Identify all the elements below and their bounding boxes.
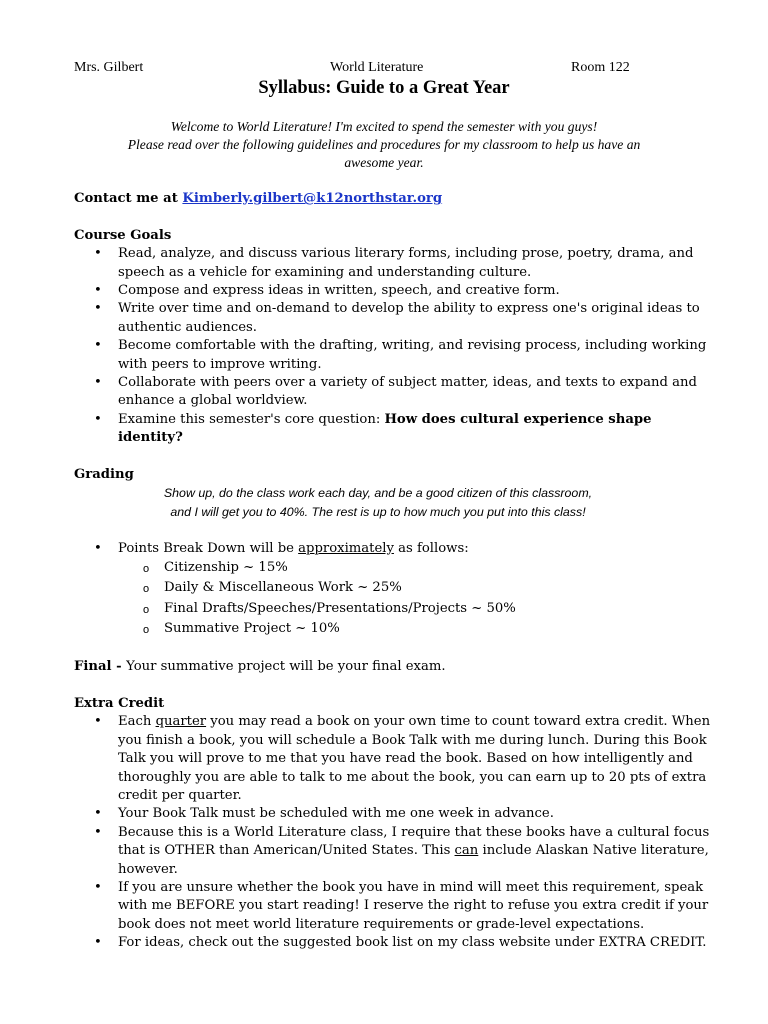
bullet-icon: •: [94, 283, 102, 299]
document-title: Syllabus: Guide to a Great Year: [258, 78, 510, 98]
grading-heading: Grading: [74, 467, 134, 483]
final-line: Final - Your summative project will be your final exam.: [74, 659, 446, 675]
bullet-icon: •: [94, 806, 102, 822]
room-number: Room 122: [571, 60, 630, 75]
bullet-icon: •: [94, 540, 102, 556]
list-item: o Daily & Miscellaneous Work ~ 25%: [74, 578, 714, 598]
contact-label: Contact me at: [74, 191, 183, 206]
extra-credit-list: [74, 713, 714, 952]
email-link[interactable]: Kimberly.gilbert@k12northstar.org: [182, 191, 443, 206]
teacher-name: Mrs. Gilbert: [74, 60, 144, 75]
bullet-icon: •: [94, 338, 102, 354]
final-label: Final -: [74, 659, 127, 675]
extra-credit-heading: Extra Credit: [74, 695, 165, 711]
syllabus-content: [74, 190, 714, 953]
welcome-line-3: awesome year.: [344, 155, 424, 170]
welcome-line-1: Welcome to World Literature! I'm excited to spend the semester with you guys!: [170, 119, 598, 134]
bullet-icon: •: [94, 301, 102, 317]
course-name: World Literature: [330, 60, 424, 75]
list-item: o Summative Project ~ 10%: [74, 619, 714, 639]
list-item: • Your Book Talk must be scheduled with me one week in advance.: [74, 805, 714, 823]
bullet-icon: •: [94, 714, 102, 730]
welcome-message: [90, 118, 678, 172]
list-item: • Points Break Down will be approximately as follows:: [74, 540, 714, 558]
course-goals-heading: Course Goals: [74, 227, 172, 243]
bullet-icon: •: [94, 879, 102, 895]
list-item: • Collaborate with peers over a variety of subject matter, ideas, and texts to expand and enhance a global worldview.: [94, 375, 697, 409]
list-item: • For ideas, check out the suggested book list on my class website under EXTRA CREDIT.: [74, 934, 714, 952]
sub-bullet-icon: o: [143, 624, 150, 637]
list-item: • Write over time and on-demand to develop the ability to express one's original ideas to authentic audiences.: [94, 301, 700, 335]
bullet-icon: •: [94, 375, 102, 391]
list-item: • Because this is a World Literature class, I require that these books have a cultural focus that is OTHER than American/United States. This can include Alaskan Native literature, however.: [94, 824, 710, 877]
bullet-icon: •: [94, 246, 102, 262]
core-question: How does cultural experience shape identity?: [118, 411, 652, 446]
points-breakdown-list: [74, 558, 714, 640]
sub-bullet-icon: o: [143, 563, 150, 576]
list-item: • Examine this semester's core question: How does cultural experience shape identity?: [94, 411, 652, 446]
sub-bullet-icon: o: [143, 603, 150, 616]
list-item: • If you are unsure whether the book you have in mind will meet this requirement, speak with me BEFORE you start reading! I reserve the right to refuse you extra credit if your book does not meet world literature requirements or grade-level expectations.: [94, 879, 709, 932]
list-item: o Citizenship ~ 15%: [74, 558, 714, 578]
bullet-icon: •: [94, 824, 102, 840]
list-item: o Final Drafts/Speeches/Presentations/Projects ~ 50%: [74, 599, 714, 619]
list-item: • Each quarter you may read a book on your own time to count toward extra credit. When you finish a book, you will schedule a Book Talk with me during lunch. During this Book Talk you will prove to me that you have read the book. Based on how intelligently and thoroughly you are able to talk to me about the book, you can earn up to 20 pts of extra credit per quarter.: [94, 714, 711, 803]
list-item: • Read, analyze, and discuss various literary forms, including prose, poetry, drama, and speech as a vehicle for examining and understanding culture.: [94, 246, 694, 280]
list-item: • Become comfortable with the drafting, writing, and revising process, including working with peers to improve writing.: [94, 338, 707, 372]
list-item: • Compose and express ideas in written, speech, and creative form.: [74, 282, 714, 300]
grading-note: Show up, do the class work each day, and be a good citizen of this classroom, and I will get you to 40%. The rest is up to how much you put into this class!: [163, 486, 593, 519]
contact-line: [74, 190, 714, 208]
sub-bullet-icon: o: [143, 583, 150, 596]
course-goals-list: [74, 245, 714, 447]
bullet-icon: •: [94, 935, 102, 951]
bullet-icon: •: [94, 411, 102, 427]
grading-list: [74, 540, 714, 558]
welcome-line-2: Please read over the following guidelines and procedures for my classroom to help us have an: [127, 137, 641, 152]
